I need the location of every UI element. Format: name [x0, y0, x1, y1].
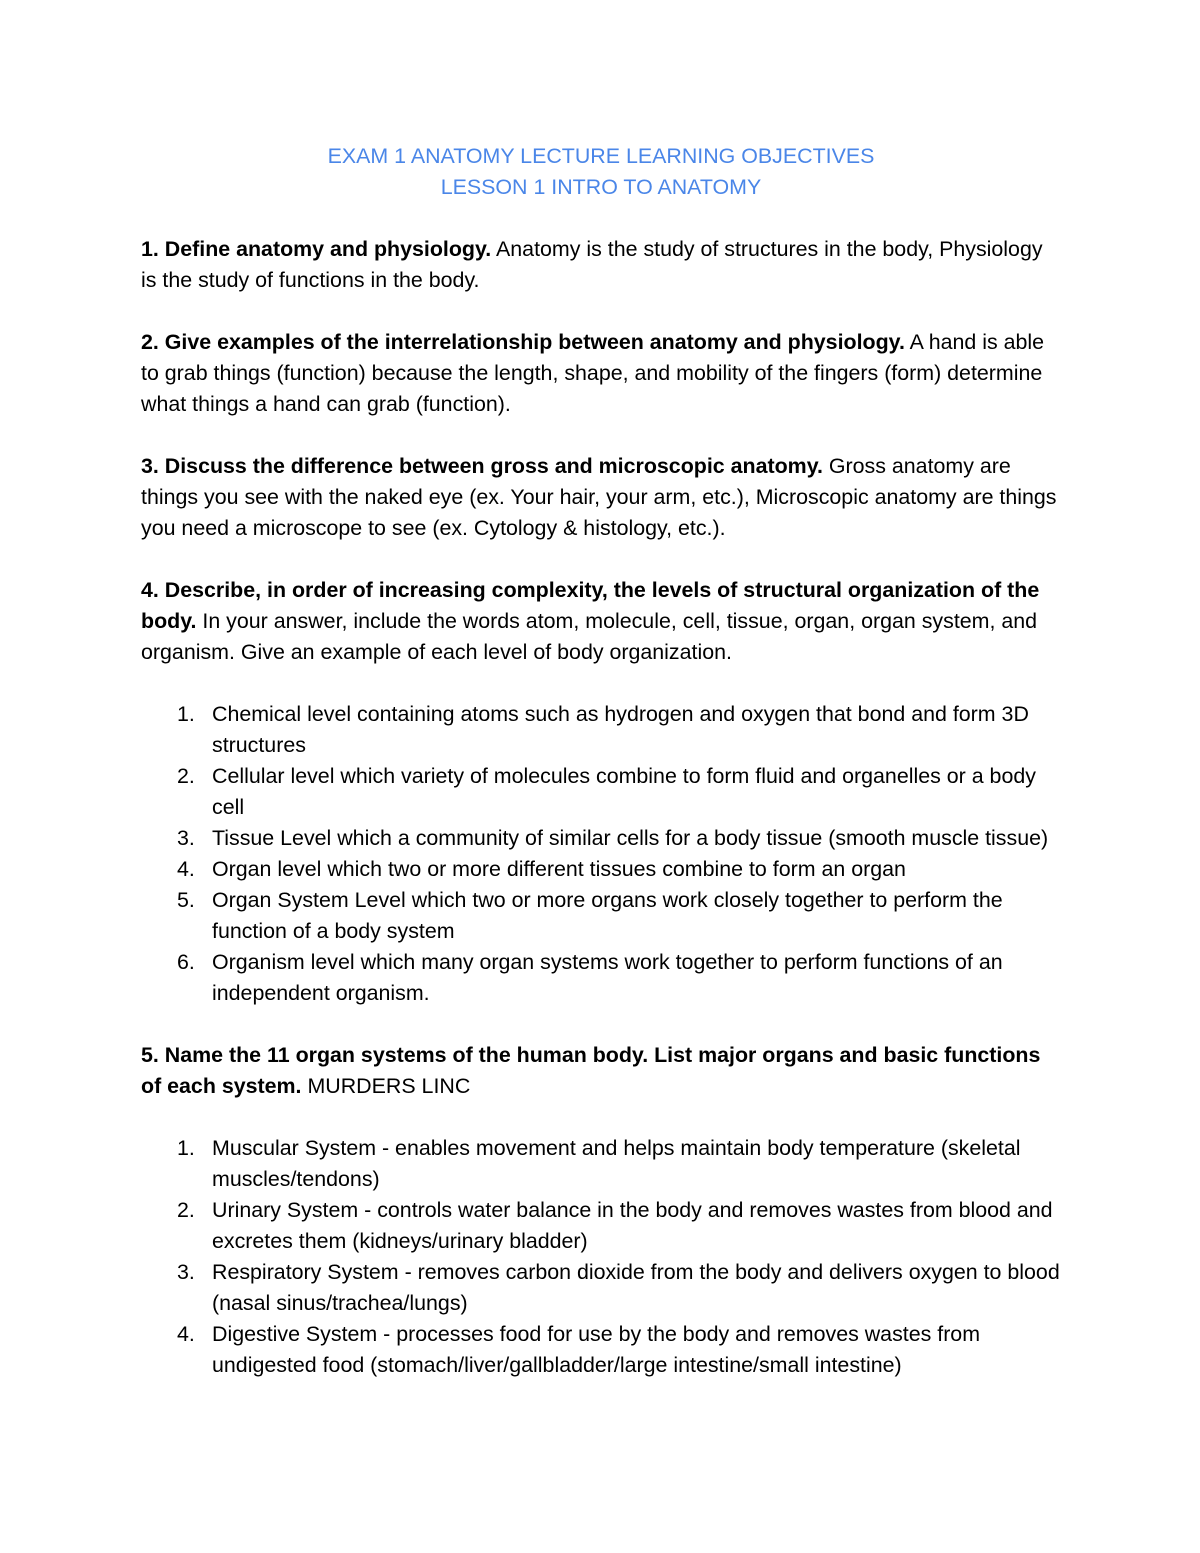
question-1: [141, 234, 1061, 296]
list-item: [141, 947, 1061, 1009]
list-text: Respiratory System - removes carbon dioxide from the body and delivers oxygen to blood (nasal sinus/trachea/lungs): [212, 1260, 1060, 1315]
question-5-answer: MURDERS LINC: [301, 1074, 471, 1098]
list-number: 6.: [177, 950, 195, 974]
question-1-answer: Anatomy is the study of structures in the body, Physiology is the study of functions in the body.: [141, 237, 1043, 292]
question-1-prompt: 1. Define anatomy and physiology.: [141, 237, 492, 261]
list-text: Tissue Level which a community of similar cells for a body tissue (smooth muscle tissue): [212, 826, 1049, 850]
question-4-prompt: 4. Describe, in order of increasing complexity, the levels of structural organization of the body.: [141, 578, 1040, 633]
list-item: [141, 761, 1061, 823]
list-item: [141, 854, 1061, 885]
spacer: [141, 544, 1061, 575]
list-text: Cellular level which variety of molecules combine to form fluid and organelles or a body cell: [212, 764, 1036, 819]
document-page: [141, 141, 1061, 1381]
question-4-answer: In your answer, include the words atom, molecule, cell, tissue, organ, organ system, and organism. Give an example of each level of body organization.: [141, 609, 1038, 664]
list-number: 3.: [177, 826, 195, 850]
list-text: Muscular System - enables movement and helps maintain body temperature (skeletal muscles/tendons): [212, 1136, 1021, 1191]
question-2: [141, 327, 1061, 420]
list-item: [141, 885, 1061, 947]
list-item: [141, 1133, 1061, 1195]
list-item: [141, 699, 1061, 761]
list-text: Organ System Level which two or more organs work closely together to perform the function of a body system: [212, 888, 1003, 943]
question-3-prompt: 3. Discuss the difference between gross and microscopic anatomy.: [141, 454, 823, 478]
list-item: [141, 823, 1061, 854]
question-3-answer: Gross anatomy are things you see with the naked eye (ex. Your hair, your arm, etc.), Microscopic anatomy are things you need a microscope to see (ex. Cytology & histology, etc.).: [141, 454, 1057, 540]
spacer: [141, 420, 1061, 451]
systems-list: [141, 1133, 1061, 1381]
question-2-prompt: 2. Give examples of the interrelationship between anatomy and physiology.: [141, 330, 905, 354]
question-2-answer: A hand is able to grab things (function) because the length, shape, and mobility of the fingers (form) determine what things a hand can grab (function).: [141, 330, 1045, 416]
question-3: [141, 451, 1061, 544]
list-item: [141, 1257, 1061, 1319]
list-text: Digestive System - processes food for use by the body and removes wastes from undigested food (stomach/liver/gallbladder/large intestine/small intestine): [212, 1322, 981, 1377]
list-number: 4.: [177, 1322, 195, 1346]
list-text: Organ level which two or more different tissues combine to form an organ: [212, 857, 906, 881]
spacer: [141, 1009, 1061, 1040]
list-text: Chemical level containing atoms such as hydrogen and oxygen that bond and form 3D structures: [212, 702, 1029, 757]
list-number: 2.: [177, 1198, 195, 1222]
list-text: Organism level which many organ systems work together to perform functions of an independent organism.: [212, 950, 1003, 1005]
spacer: [141, 296, 1061, 327]
list-item: [141, 1195, 1061, 1257]
spacer: [141, 203, 1061, 234]
list-text: Urinary System - controls water balance in the body and removes wastes from blood and excretes them (kidneys/urinary bladder): [212, 1198, 1053, 1253]
document-subtitle: LESSON 1 INTRO TO ANATOMY: [440, 175, 762, 199]
list-number: 1.: [177, 1136, 195, 1160]
question-4: [141, 575, 1061, 668]
list-number: 3.: [177, 1260, 195, 1284]
levels-list: [141, 699, 1061, 1009]
list-item: [141, 1319, 1061, 1381]
document-title: EXAM 1 ANATOMY LECTURE LEARNING OBJECTIVES: [327, 144, 875, 168]
question-5-prompt: 5. Name the 11 organ systems of the human body. List major organs and basic functions of each system.: [141, 1043, 1041, 1098]
list-number: 2.: [177, 764, 195, 788]
question-5: [141, 1040, 1061, 1102]
list-number: 1.: [177, 702, 195, 726]
list-number: 4.: [177, 857, 195, 881]
spacer: [141, 668, 1061, 699]
spacer: [141, 1102, 1061, 1133]
list-number: 5.: [177, 888, 195, 912]
